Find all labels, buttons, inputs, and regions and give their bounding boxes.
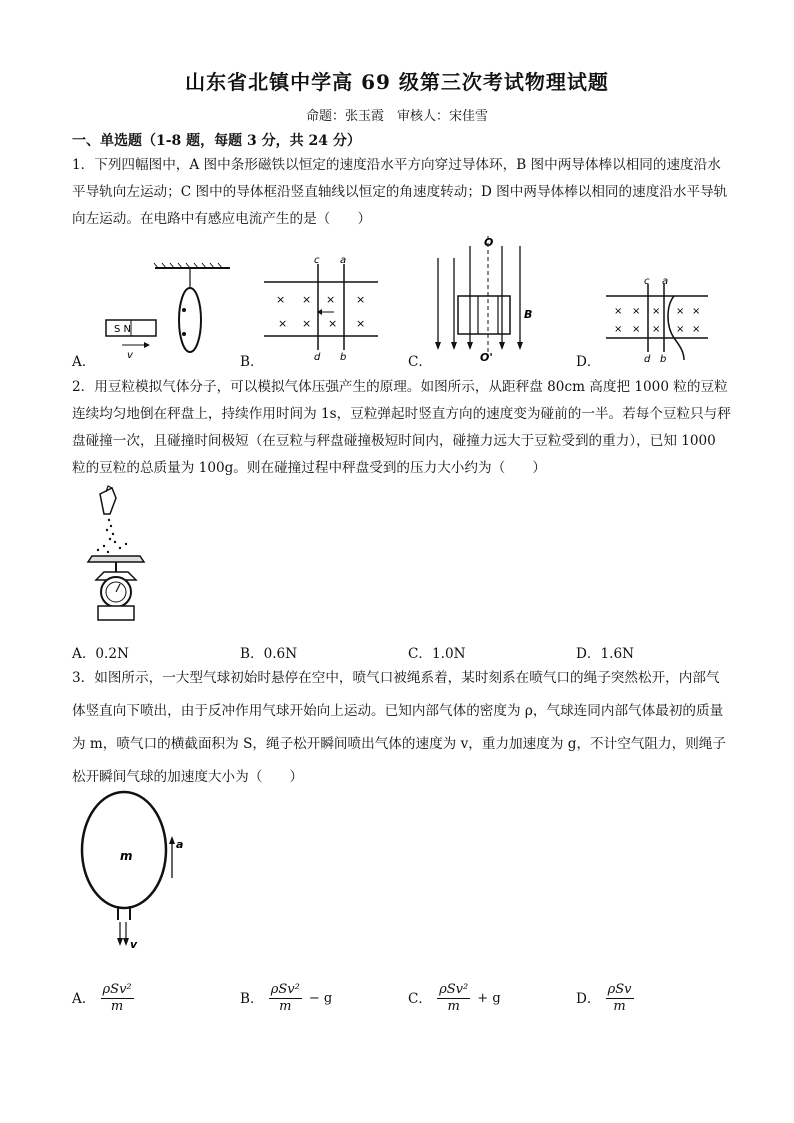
rod-label-d: d xyxy=(644,354,651,364)
q2-option-d: D．1.6N xyxy=(576,646,635,662)
svg-text:×: × xyxy=(356,317,366,330)
svg-text:×: × xyxy=(676,324,685,335)
rod-label-c: c xyxy=(644,276,650,287)
q3-option-a: A． $\frac{\text{ρSv²}}{m}$ xyxy=(72,982,132,1014)
q1-option-a: A． xyxy=(72,354,96,370)
q3-option-b: B． $\frac{\text{ρSv²}}{m}$ − g xyxy=(240,982,333,1014)
q1-figure-d xyxy=(604,276,714,364)
q2-option-c: C．1.0N xyxy=(408,646,466,662)
exam-authors: 命题：张玉霞 审核人：宋佳雪 xyxy=(305,109,488,124)
svg-text:×: × xyxy=(302,293,312,306)
q2-option-a: A．0.2N xyxy=(72,646,129,662)
svg-text:×: × xyxy=(692,324,701,335)
field-label-b: B xyxy=(524,308,533,321)
svg-text:×: × xyxy=(692,306,701,317)
rod-label-b: b xyxy=(660,354,667,364)
svg-text:×: × xyxy=(328,317,338,330)
q1-option-d: D． xyxy=(576,354,601,370)
q3-figure-balloon xyxy=(76,790,196,950)
svg-text:×: × xyxy=(356,293,366,306)
q2-figure-scale xyxy=(82,484,152,624)
axis-label-o-prime: O' xyxy=(480,351,493,364)
q2-option-b: B．0.6N xyxy=(240,646,298,662)
field-crosses xyxy=(614,306,700,335)
q3-option-c: C． $\frac{\text{ρSv²}}{m}$ + g xyxy=(408,982,501,1014)
section-heading: 一、单选题（1-8 题，每题 3 分，共 24 分） xyxy=(72,133,361,149)
svg-text:×: × xyxy=(632,306,641,317)
axis-label-o: O xyxy=(484,236,494,249)
q1-figure-c xyxy=(428,236,538,364)
svg-text:×: × xyxy=(276,293,286,306)
svg-text:×: × xyxy=(326,293,336,306)
rod-label-a: a xyxy=(662,276,669,287)
velocity-label: v xyxy=(130,938,138,950)
rod-label-a: a xyxy=(340,255,347,266)
q1-option-b: B． xyxy=(240,354,264,370)
svg-text:×: × xyxy=(614,306,623,317)
rod-label-d: d xyxy=(314,352,321,362)
rod-label-b: b xyxy=(340,352,347,362)
question-2-text: 2．用豆粒模拟气体分子，可以模拟气体压强产生的原理。如图所示，从距秤盘 80cm 高度把 1000 粒的豆粒连续均匀地倒在秤盘上，持续作用时间为 1s，豆粒弹起时竖直方向的速度变为碰前的一半。若每个豆粒只与秤盘碰撞一次，且碰撞时间极短（在豆粒与秤盘碰撞极短时间内，碰撞力远大于豆粒受到的重力），已知 1000 粒的豆粒的总质量为 100g。则在碰撞过程中秤盘受到的压力大小约为（ ） xyxy=(72,379,731,476)
svg-text:×: × xyxy=(676,306,685,317)
svg-text:×: × xyxy=(614,324,623,335)
q3-option-d: D． $\frac{\text{ρSv}}{m}$ xyxy=(576,982,632,1014)
q1-figure-a xyxy=(100,262,240,362)
svg-text:×: × xyxy=(632,324,641,335)
svg-text:×: × xyxy=(652,306,661,317)
exam-title: 山东省北镇中学高 69 级第三次考试物理试题 xyxy=(185,70,609,94)
svg-text:×: × xyxy=(652,324,661,335)
rod-label-c: c xyxy=(314,255,320,266)
svg-text:×: × xyxy=(278,317,288,330)
magnet-label: S N xyxy=(114,324,132,335)
question-1-text: 1．下列四幅图中，A 图中条形磁铁以恒定的速度沿水平方向穿过导体环，B 图中两导体棒以相同的速度沿水平导轨向左运动；C 图中的导体框沿竖直轴线以恒定的角速度转动；D 图中两导体棒以相同的速度沿水平导轨向左运动。在电路中有感应电流产生的是（ ） xyxy=(72,157,728,227)
acceleration-label: a xyxy=(176,838,184,851)
q1-option-c: C． xyxy=(408,354,432,370)
mass-label: m xyxy=(120,849,133,863)
q1-figure-b xyxy=(262,252,382,362)
velocity-label: v xyxy=(127,350,133,361)
svg-text:×: × xyxy=(302,317,312,330)
question-3-text: 3．如图所示，一大型气球初始时悬停在空中，喷气口被绳系着，某时刻系在喷气口的绳子突然松开，内部气体竖直向下喷出，由于反冲作用气球开始向上运动。已知内部气体的密度为 ρ，气球连同内部气体最初的质量为 m，喷气口的横截面积为 S，绳子松开瞬间喷出气体的速度为 v，重力加速度为 g，不计空气阻力，则绳子松开瞬间气球的加速度大小为（ ） xyxy=(72,670,726,785)
